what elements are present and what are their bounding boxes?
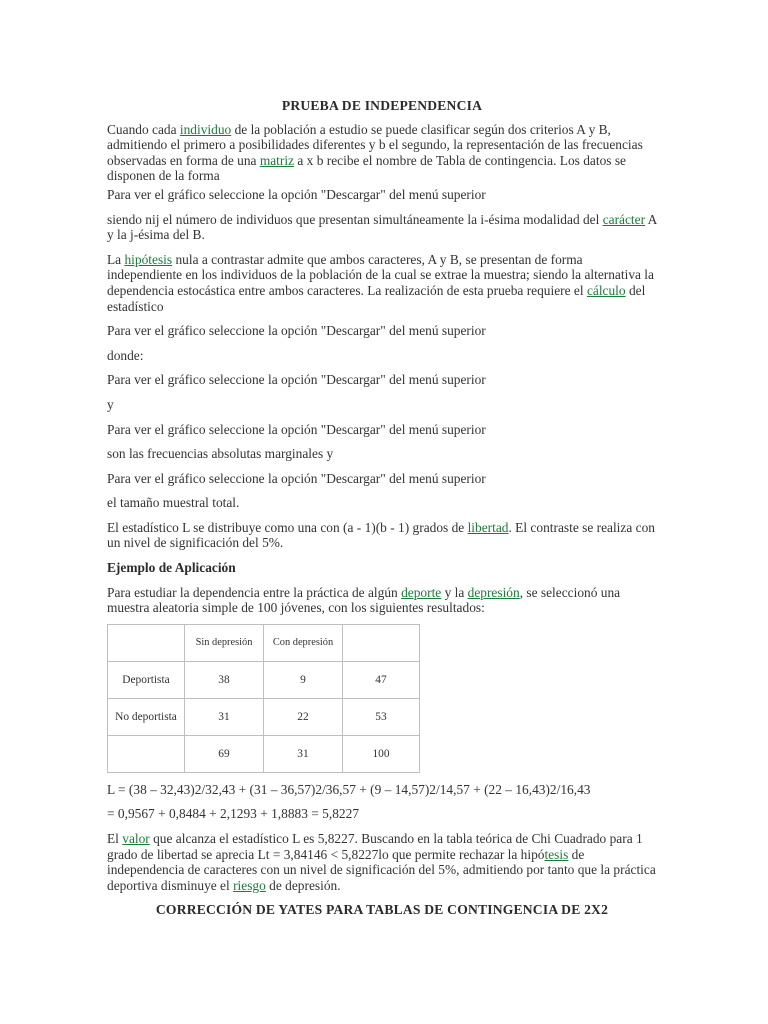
download-message: Para ver el gráfico seleccione la opción "Descargar" del menú superior (107, 421, 486, 437)
link-caracter[interactable]: carácter (602, 211, 646, 227)
table-cell: 53 (343, 698, 420, 735)
text-span: . El contraste se realiza con un nivel de significación del 5%. (107, 519, 655, 551)
paragraph-nij (107, 212, 657, 243)
text-span: Cuando cada (107, 121, 180, 137)
table-cell: 69 (185, 735, 264, 772)
contingency-table (107, 624, 420, 773)
link-individuo[interactable]: individuo (179, 121, 232, 137)
text-span: de depresión. (265, 877, 341, 893)
table-cell (108, 735, 185, 772)
table-cell: 100 (343, 735, 420, 772)
page-title: PRUEBA DE INDEPENDENCIA (281, 98, 483, 113)
text-span: El estadístico L se distribuye como una con (a - 1)(b - 1) grados de (107, 519, 468, 535)
table-row (108, 661, 420, 698)
download-message: Para ver el gráfico seleccione la opción "Descargar" del menú superior (107, 372, 486, 388)
table-header-cell: Sin depresión (185, 624, 264, 661)
link-matriz[interactable]: matriz (259, 152, 295, 168)
table-row (108, 698, 420, 735)
table-cell: 38 (185, 661, 264, 698)
table-row (108, 735, 420, 772)
table-header-cell: Con depresión (264, 624, 343, 661)
text-span: , se seleccionó una muestra aleatoria simple de 100 jóvenes, con los siguientes resultados: (107, 584, 621, 616)
paragraph-intro (107, 122, 657, 184)
text-span: nula a contrastar admite que ambos caracteres, A y B, se presentan de forma independiente en los individuos de la población de la cual se extrae la muestra; siendo la alternativa la dependencia estocástica entre ambos caracteres. La realización de esta prueba requiere el (107, 251, 654, 298)
text-span: del estadístico (107, 282, 646, 314)
text-span: Para estudiar la dependencia entre la práctica de algún (107, 584, 402, 600)
download-message: Para ver el gráfico seleccione la opción "Descargar" del menú superior (107, 470, 486, 486)
table-header-row (108, 624, 420, 661)
link-valor[interactable]: valor (122, 831, 150, 847)
text-tamano: el tamaño muestral total. (107, 495, 240, 511)
document-page (107, 98, 657, 918)
text-span: de independencia de caracteres con un nivel de significación del 5%, admitiendo por tanto que la práctica deportiva disminuye el (107, 846, 656, 893)
text-y: y (107, 396, 114, 412)
link-hipotesis[interactable]: hipótesis (124, 251, 173, 267)
text-span: La (107, 251, 125, 267)
link-libertad[interactable]: libertad (467, 519, 509, 535)
table-cell: 22 (264, 698, 343, 735)
paragraph-ejemplo (107, 585, 657, 616)
download-message: Para ver el gráfico seleccione la opción "Descargar" del menú superior (107, 323, 486, 339)
text-marginales: son las frecuencias absolutas marginales y (107, 446, 334, 462)
text-span: siendo nij el número de individuos que presentan simultáneamente la i-ésima modalidad del (107, 211, 603, 227)
table-cell: 47 (343, 661, 420, 698)
table-cell: 31 (185, 698, 264, 735)
text-span: y la (441, 584, 468, 600)
table-cell: 31 (264, 735, 343, 772)
paragraph-conclusion (107, 831, 657, 893)
formula-line-2: = 0,9567 + 0,8484 + 2,1293 + 1,8883 = 5,8227 (107, 806, 360, 822)
text-span: que alcanza el estadístico L es 5,8227. Buscando en la tabla teórica de Chi Cuadrado para 1 grado de libertad se aprecia Lt = 3,84146 < 5,8227lo que permite rechazar la hipó (107, 831, 643, 862)
link-tesis[interactable]: tesis (544, 846, 569, 862)
link-depresion[interactable]: depresión (467, 584, 520, 600)
paragraph-estadistico (107, 520, 657, 551)
table-cell: 9 (264, 661, 343, 698)
paragraph-hipotesis (107, 252, 657, 314)
table-cell: No deportista (108, 698, 185, 735)
text-donde: donde: (107, 347, 144, 363)
link-deporte[interactable]: deporte (401, 584, 442, 600)
link-riesgo[interactable]: riesgo (233, 877, 266, 893)
table-cell: Deportista (108, 661, 185, 698)
section-title-yates: CORRECCIÓN DE YATES PARA TABLAS DE CONTINGENCIA DE 2X2 (155, 902, 609, 918)
download-message: Para ver el gráfico seleccione la opción "Descargar" del menú superior (107, 186, 486, 202)
link-calculo[interactable]: cálculo (586, 282, 626, 298)
text-span: a x b recibe el nombre de Tabla de contingencia. Los datos se disponen de la forma (107, 152, 627, 184)
formula-line-1: L = (38 – 32,43)2/32,43 + (31 – 36,57)2/36,57 + (9 – 14,57)2/14,57 + (22 – 16,43)2/16,43 (107, 781, 591, 797)
text-span: de la población a estudio se puede clasificar según dos criterios A y B, admitiendo el primero a posibilidades diferentes y b el segundo, la representación de las frecuencias observadas en forma de una (107, 121, 643, 168)
table-header-cell (343, 624, 420, 661)
section-subtitle: Ejemplo de Aplicación (107, 560, 236, 576)
text-span: El (107, 831, 123, 847)
table-header-cell (108, 624, 185, 661)
text-span: A y la j-ésima del B. (107, 211, 657, 243)
